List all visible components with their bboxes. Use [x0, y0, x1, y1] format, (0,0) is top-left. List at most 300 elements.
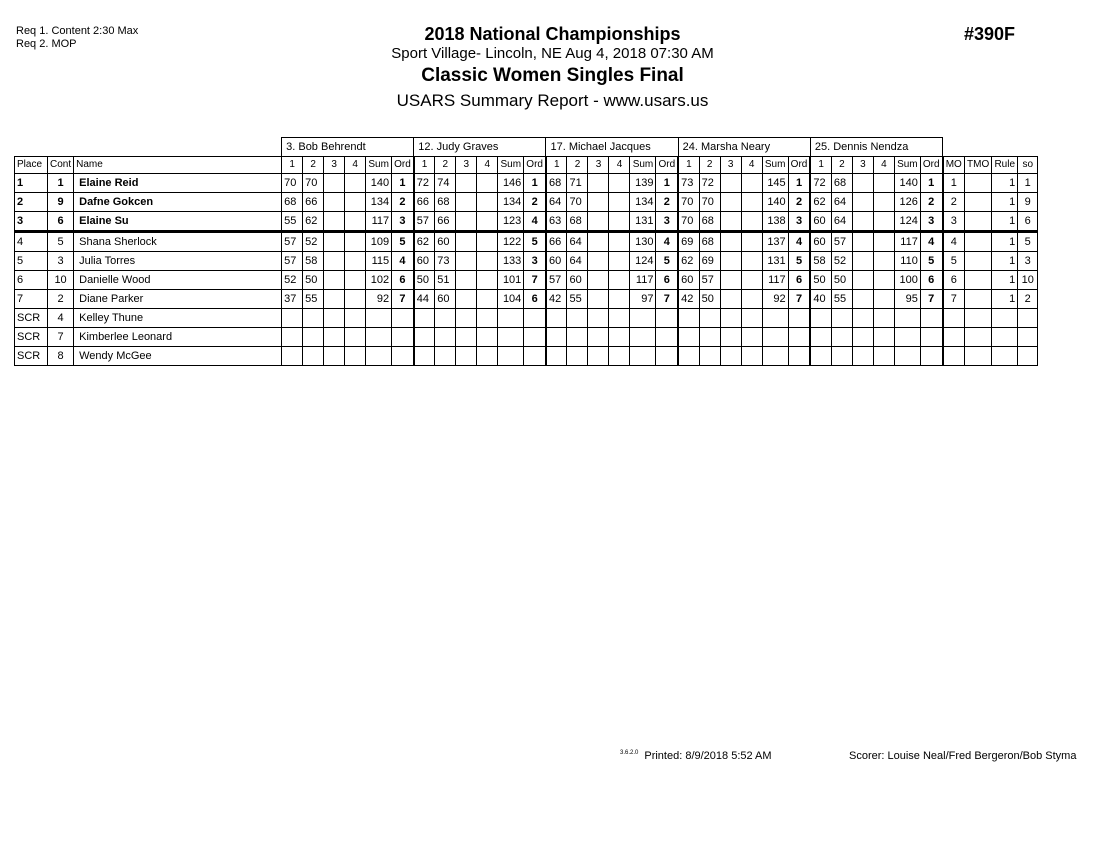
mark-cell: 40 — [810, 290, 831, 309]
requirement-1: Req 1. Content 2:30 Max — [16, 25, 139, 37]
ordinal-cell — [920, 309, 942, 328]
col-sum: Sum — [894, 157, 920, 174]
tmo-cell — [965, 174, 992, 193]
sum-cell: 92 — [762, 290, 788, 309]
mark-cell — [588, 271, 609, 290]
mark-cell — [741, 252, 762, 271]
mark-cell: 68 — [699, 212, 720, 232]
mark-cell — [873, 193, 894, 212]
tmo-cell — [965, 347, 992, 366]
mo-cell: 3 — [943, 212, 965, 232]
mark-cell: 72 — [699, 174, 720, 193]
mark-cell — [852, 174, 873, 193]
sum-cell: 109 — [366, 232, 392, 252]
mark-cell — [546, 347, 567, 366]
col-mark: 2 — [567, 157, 588, 174]
mark-cell: 73 — [435, 252, 456, 271]
sum-cell — [762, 309, 788, 328]
mark-cell — [588, 174, 609, 193]
ordinal-cell — [392, 328, 414, 347]
mark-cell: 60 — [810, 212, 831, 232]
col-rule: Rule — [992, 157, 1018, 174]
col-mark: 3 — [588, 157, 609, 174]
skater-name: Shana Sherlock — [74, 232, 282, 252]
mark-cell: 57 — [546, 271, 567, 290]
mark-cell: 68 — [699, 232, 720, 252]
so-cell: 3 — [1018, 252, 1038, 271]
rule-cell: 1 — [992, 212, 1018, 232]
mark-cell — [609, 193, 630, 212]
mark-cell: 51 — [435, 271, 456, 290]
judge-name: 12. Judy Graves — [414, 138, 546, 157]
mark-cell — [588, 212, 609, 232]
mark-cell — [435, 309, 456, 328]
event-title: Classic Women Singles Final — [421, 65, 684, 86]
mark-cell — [873, 174, 894, 193]
sum-cell — [894, 309, 920, 328]
judge-header-row — [15, 138, 1038, 157]
sum-cell — [630, 328, 656, 347]
mark-cell — [324, 252, 345, 271]
mark-cell — [699, 309, 720, 328]
mark-cell — [873, 328, 894, 347]
mark-cell — [852, 271, 873, 290]
event-number: #390F — [964, 24, 1016, 44]
ordinal-cell — [392, 309, 414, 328]
mark-cell: 70 — [678, 193, 699, 212]
mark-cell — [567, 328, 588, 347]
mark-cell — [609, 328, 630, 347]
printed-info — [620, 750, 772, 762]
mark-cell: 57 — [831, 232, 852, 252]
mark-cell: 52 — [282, 271, 303, 290]
col-ord: Ord — [656, 157, 678, 174]
sum-cell: 126 — [894, 193, 920, 212]
sum-cell: 97 — [630, 290, 656, 309]
ordinal-cell: 3 — [524, 252, 546, 271]
sum-cell: 95 — [894, 290, 920, 309]
sum-cell: 115 — [366, 252, 392, 271]
ordinal-cell: 6 — [392, 271, 414, 290]
sum-cell: 134 — [498, 193, 524, 212]
table-row — [15, 252, 1038, 271]
mark-cell — [456, 290, 477, 309]
mark-cell — [609, 212, 630, 232]
mark-cell: 60 — [678, 271, 699, 290]
place-cell: 6 — [15, 271, 48, 290]
sum-cell: 145 — [762, 174, 788, 193]
ordinal-cell: 1 — [656, 174, 678, 193]
sum-cell: 140 — [366, 174, 392, 193]
skater-name: Diane Parker — [74, 290, 282, 309]
mark-cell: 70 — [567, 193, 588, 212]
sum-cell — [894, 347, 920, 366]
mark-cell — [435, 328, 456, 347]
championship-title: 2018 National Championships — [424, 24, 681, 44]
rule-cell: 1 — [992, 290, 1018, 309]
judge-name: 24. Marsha Neary — [678, 138, 810, 157]
sum-cell: 92 — [366, 290, 392, 309]
mark-cell: 57 — [414, 212, 435, 232]
so-cell: 2 — [1018, 290, 1038, 309]
mark-cell: 64 — [831, 212, 852, 232]
mark-cell — [456, 212, 477, 232]
so-cell: 10 — [1018, 271, 1038, 290]
sum-cell: 124 — [630, 252, 656, 271]
skater-name: Kelley Thune — [74, 309, 282, 328]
ordinal-cell — [788, 328, 810, 347]
mark-cell — [345, 232, 366, 252]
ordinal-cell: 1 — [524, 174, 546, 193]
sum-cell: 131 — [630, 212, 656, 232]
mark-cell: 64 — [567, 252, 588, 271]
sum-cell: 100 — [894, 271, 920, 290]
ordinal-cell: 5 — [392, 232, 414, 252]
ordinal-cell: 5 — [920, 252, 942, 271]
ordinal-cell: 1 — [392, 174, 414, 193]
mark-cell — [741, 271, 762, 290]
mark-cell — [741, 309, 762, 328]
sum-cell — [498, 328, 524, 347]
mark-cell — [852, 347, 873, 366]
table-row — [15, 328, 1038, 347]
mark-cell — [720, 232, 741, 252]
sum-cell: 117 — [630, 271, 656, 290]
col-mark: 1 — [546, 157, 567, 174]
mark-cell — [303, 309, 324, 328]
mark-cell — [720, 347, 741, 366]
ordinal-cell: 2 — [524, 193, 546, 212]
mark-cell: 70 — [282, 174, 303, 193]
skater-name: Elaine Reid — [74, 174, 282, 193]
tmo-cell — [965, 252, 992, 271]
sum-cell: 139 — [630, 174, 656, 193]
mark-cell — [282, 309, 303, 328]
skater-name: Julia Torres — [74, 252, 282, 271]
mark-cell — [345, 309, 366, 328]
contestant-number: 9 — [48, 193, 74, 212]
ordinal-cell: 1 — [920, 174, 942, 193]
mark-cell — [456, 328, 477, 347]
col-mark: 2 — [435, 157, 456, 174]
mark-cell — [852, 252, 873, 271]
mark-cell: 68 — [546, 174, 567, 193]
ordinal-cell: 1 — [788, 174, 810, 193]
mark-cell — [720, 309, 741, 328]
ordinal-cell: 7 — [920, 290, 942, 309]
sum-cell — [366, 328, 392, 347]
col-mo: MO — [943, 157, 965, 174]
sum-cell — [762, 347, 788, 366]
mark-cell — [456, 309, 477, 328]
col-sum: Sum — [630, 157, 656, 174]
mark-cell: 73 — [678, 174, 699, 193]
mark-cell: 50 — [810, 271, 831, 290]
mark-cell — [873, 290, 894, 309]
col-mark: 4 — [873, 157, 894, 174]
col-name: Name — [74, 157, 282, 174]
report-header — [300, 23, 805, 113]
mark-cell — [609, 252, 630, 271]
rule-cell: 1 — [992, 174, 1018, 193]
mark-cell — [720, 193, 741, 212]
report-title: USARS Summary Report - www.usars.us — [396, 91, 709, 110]
mark-cell — [324, 174, 345, 193]
mark-cell — [609, 174, 630, 193]
so-cell: 9 — [1018, 193, 1038, 212]
ordinal-cell: 5 — [788, 252, 810, 271]
contestant-number: 8 — [48, 347, 74, 366]
sum-cell: 146 — [498, 174, 524, 193]
mark-cell: 63 — [546, 212, 567, 232]
mark-cell — [741, 193, 762, 212]
mark-cell: 72 — [810, 174, 831, 193]
contestant-number: 4 — [48, 309, 74, 328]
scorer-names: Scorer: Louise Neal/Fred Bergeron/Bob Styma — [849, 750, 1077, 762]
sum-cell: 110 — [894, 252, 920, 271]
ordinal-cell: 6 — [788, 271, 810, 290]
col-mark: 3 — [456, 157, 477, 174]
place-cell: SCR — [15, 309, 48, 328]
mark-cell: 55 — [567, 290, 588, 309]
mark-cell — [477, 290, 498, 309]
ordinal-cell — [392, 347, 414, 366]
ordinal-cell — [920, 347, 942, 366]
mark-cell — [720, 212, 741, 232]
so-cell: 1 — [1018, 174, 1038, 193]
mark-cell — [588, 193, 609, 212]
mark-cell: 68 — [282, 193, 303, 212]
mark-cell — [435, 347, 456, 366]
mark-cell: 58 — [810, 252, 831, 271]
mark-cell: 50 — [699, 290, 720, 309]
sum-cell: 117 — [762, 271, 788, 290]
mark-cell — [345, 252, 366, 271]
sum-cell: 140 — [762, 193, 788, 212]
sum-cell — [630, 309, 656, 328]
ordinal-cell: 6 — [920, 271, 942, 290]
ordinal-cell — [524, 347, 546, 366]
mark-cell: 60 — [435, 232, 456, 252]
mark-cell — [852, 232, 873, 252]
tmo-cell — [965, 328, 992, 347]
mark-cell — [588, 347, 609, 366]
col-mark: 2 — [303, 157, 324, 174]
mark-cell — [324, 347, 345, 366]
mark-cell — [588, 309, 609, 328]
mark-cell — [324, 232, 345, 252]
skater-name: Dafne Gokcen — [74, 193, 282, 212]
table-row — [15, 212, 1038, 232]
mo-cell: 4 — [943, 232, 965, 252]
mark-cell: 74 — [435, 174, 456, 193]
rule-cell — [992, 309, 1018, 328]
mark-cell: 57 — [282, 232, 303, 252]
judge-header-spacer — [15, 138, 282, 157]
mark-cell — [345, 290, 366, 309]
ordinal-cell: 6 — [656, 271, 678, 290]
place-cell: 3 — [15, 212, 48, 232]
mark-cell — [303, 328, 324, 347]
sum-cell: 101 — [498, 271, 524, 290]
mark-cell — [609, 347, 630, 366]
mark-cell — [720, 174, 741, 193]
ordinal-cell: 5 — [656, 252, 678, 271]
rule-cell: 1 — [992, 271, 1018, 290]
sum-cell: 131 — [762, 252, 788, 271]
mark-cell — [873, 232, 894, 252]
place-cell: SCR — [15, 328, 48, 347]
ordinal-cell — [788, 309, 810, 328]
mark-cell — [741, 232, 762, 252]
sum-cell: 138 — [762, 212, 788, 232]
results-table — [14, 137, 1038, 366]
sum-cell — [630, 347, 656, 366]
ordinal-cell: 2 — [920, 193, 942, 212]
ordinal-cell: 4 — [656, 232, 678, 252]
mark-cell: 58 — [303, 252, 324, 271]
ordinal-cell: 7 — [788, 290, 810, 309]
mark-cell — [456, 252, 477, 271]
mark-cell — [324, 328, 345, 347]
mark-cell — [678, 309, 699, 328]
mark-cell — [282, 328, 303, 347]
mark-cell — [588, 290, 609, 309]
sum-cell: 117 — [894, 232, 920, 252]
col-sum: Sum — [762, 157, 788, 174]
mark-cell — [810, 328, 831, 347]
mo-cell: 6 — [943, 271, 965, 290]
mark-cell — [477, 309, 498, 328]
mark-cell — [699, 328, 720, 347]
sum-cell: 134 — [630, 193, 656, 212]
mo-cell: 5 — [943, 252, 965, 271]
contestant-number: 10 — [48, 271, 74, 290]
contestant-number: 2 — [48, 290, 74, 309]
mark-cell — [852, 309, 873, 328]
mark-cell: 44 — [414, 290, 435, 309]
mark-cell — [324, 309, 345, 328]
mark-cell: 62 — [678, 252, 699, 271]
place-cell: 4 — [15, 232, 48, 252]
sum-cell — [498, 347, 524, 366]
mark-cell: 60 — [567, 271, 588, 290]
col-tmo: TMO — [965, 157, 992, 174]
mo-cell — [943, 347, 965, 366]
mark-cell — [477, 174, 498, 193]
judge-header-spacer — [943, 138, 1038, 157]
mark-cell — [324, 290, 345, 309]
mark-cell: 62 — [303, 212, 324, 232]
mark-cell — [414, 309, 435, 328]
ordinal-cell: 6 — [524, 290, 546, 309]
mark-cell: 55 — [303, 290, 324, 309]
ordinal-cell: 2 — [392, 193, 414, 212]
ordinal-cell: 4 — [524, 212, 546, 232]
mark-cell: 66 — [414, 193, 435, 212]
mark-cell: 60 — [810, 232, 831, 252]
sum-cell — [894, 328, 920, 347]
mark-cell — [588, 232, 609, 252]
mark-cell — [831, 347, 852, 366]
ordinal-cell: 2 — [788, 193, 810, 212]
col-mark: 3 — [324, 157, 345, 174]
mark-cell — [852, 290, 873, 309]
mark-cell — [720, 328, 741, 347]
software-version: 3.6.2.0 — [620, 750, 639, 757]
mark-cell: 57 — [282, 252, 303, 271]
mark-cell: 52 — [831, 252, 852, 271]
mark-cell: 66 — [435, 212, 456, 232]
mark-cell — [831, 328, 852, 347]
contestant-number: 3 — [48, 252, 74, 271]
mark-cell — [831, 309, 852, 328]
contestant-number: 5 — [48, 232, 74, 252]
table-row — [15, 271, 1038, 290]
mark-cell — [456, 232, 477, 252]
mo-cell: 2 — [943, 193, 965, 212]
sum-cell: 137 — [762, 232, 788, 252]
col-mark: 4 — [345, 157, 366, 174]
ordinal-cell: 3 — [920, 212, 942, 232]
sum-cell: 123 — [498, 212, 524, 232]
col-mark: 1 — [678, 157, 699, 174]
mark-cell: 66 — [303, 193, 324, 212]
table-row — [15, 174, 1038, 193]
sum-cell: 134 — [366, 193, 392, 212]
contestant-number: 6 — [48, 212, 74, 232]
mark-cell — [873, 212, 894, 232]
ordinal-cell: 7 — [656, 290, 678, 309]
mark-cell: 55 — [282, 212, 303, 232]
mark-cell — [477, 271, 498, 290]
contestant-number: 1 — [48, 174, 74, 193]
mark-cell — [678, 328, 699, 347]
judge-name: 25. Dennis Nendza — [810, 138, 942, 157]
col-place: Place — [15, 157, 48, 174]
mark-cell: 55 — [831, 290, 852, 309]
mark-cell: 69 — [678, 232, 699, 252]
printed-timestamp: Printed: 8/9/2018 5:52 AM — [644, 750, 772, 762]
mark-cell: 42 — [546, 290, 567, 309]
mark-cell — [720, 290, 741, 309]
mark-cell — [477, 193, 498, 212]
ordinal-cell — [524, 309, 546, 328]
mark-cell — [345, 347, 366, 366]
mark-cell — [609, 290, 630, 309]
rule-cell — [992, 328, 1018, 347]
judge-name: 17. Michael Jacques — [546, 138, 678, 157]
col-mark: 3 — [720, 157, 741, 174]
sum-cell: 124 — [894, 212, 920, 232]
mark-cell — [345, 193, 366, 212]
mark-cell: 37 — [282, 290, 303, 309]
table-row — [15, 309, 1038, 328]
rule-cell: 1 — [992, 232, 1018, 252]
mark-cell: 68 — [567, 212, 588, 232]
sum-cell — [498, 309, 524, 328]
mark-cell — [477, 232, 498, 252]
sum-cell — [762, 328, 788, 347]
mark-cell — [741, 347, 762, 366]
mark-cell — [741, 174, 762, 193]
rule-cell: 1 — [992, 252, 1018, 271]
place-cell: 7 — [15, 290, 48, 309]
mark-cell: 60 — [435, 290, 456, 309]
col-sum: Sum — [498, 157, 524, 174]
mark-cell — [282, 347, 303, 366]
rule-cell: 1 — [992, 193, 1018, 212]
